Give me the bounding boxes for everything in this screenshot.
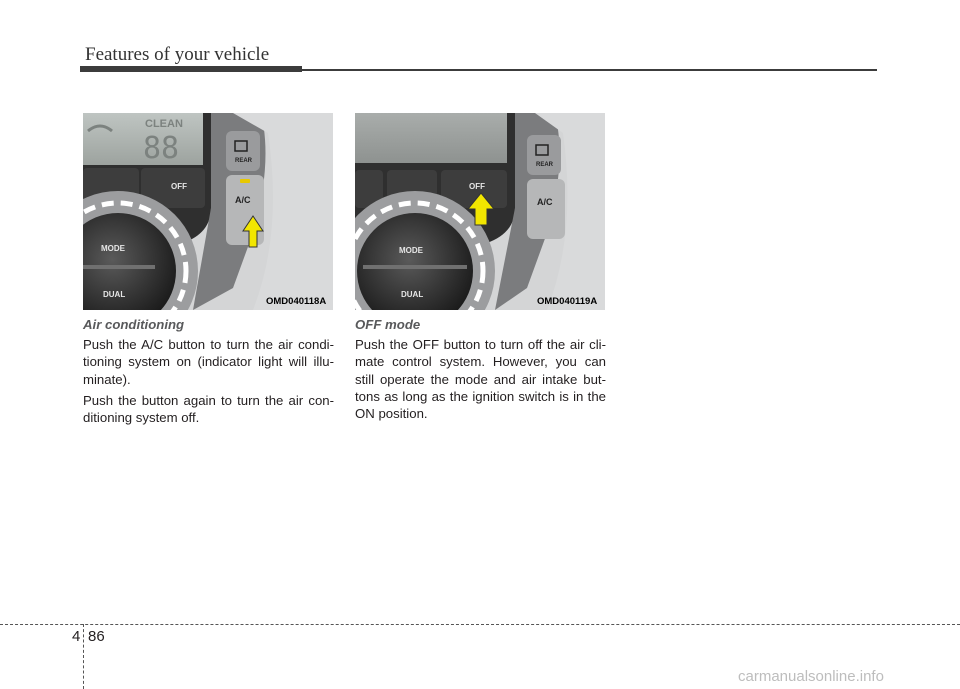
header-title: Features of your vehicle — [85, 44, 270, 65]
section-heading: Air conditioning — [83, 317, 185, 332]
off-button-label: OFF — [171, 182, 187, 191]
ac-button[interactable] — [527, 179, 565, 239]
section-paragraph: Push the A/C button to turn the air condi-tioning system on (indicator light will illu-minate). — [83, 337, 334, 387]
section-heading: OFF mode — [355, 317, 421, 332]
mode-label: MODE — [101, 244, 125, 253]
ac-indicator-light — [240, 179, 250, 183]
chapter-number: 4 — [72, 628, 81, 645]
dual-label: DUAL — [103, 290, 126, 299]
footer-divider — [83, 624, 84, 689]
header-rule-thin — [302, 69, 877, 71]
header-rule — [80, 66, 302, 72]
dual-label: DUAL — [401, 290, 424, 299]
display-digits: 88 — [143, 131, 180, 166]
section-off-mode — [355, 316, 606, 426]
rear-label: REAR — [536, 162, 554, 168]
ac-button[interactable] — [226, 175, 264, 245]
figure-air-conditioning — [83, 113, 333, 310]
section-paragraph: Push the button again to turn the air con-ditioning system off. — [83, 392, 334, 426]
watermark: carmanualsonline.info — [738, 668, 884, 685]
footer-rule — [0, 624, 960, 625]
ac-button-label: A/C — [235, 195, 251, 205]
figure-off-mode — [355, 113, 605, 310]
section-paragraph: Push the OFF button to turn off the air cli-mate control system. However, you can still operate the mode and air intake but-tons as long as the ignition switch is in the ON position. — [355, 337, 606, 422]
off-button-label: OFF — [469, 182, 485, 191]
figure-code: OMD040118A — [266, 296, 327, 307]
display-clean-text: CLEAN — [145, 118, 183, 130]
ac-button-label: A/C — [537, 197, 553, 207]
figure-code: OMD040119A — [537, 296, 598, 307]
rear-label: REAR — [235, 158, 253, 164]
section-air-conditioning — [83, 316, 334, 430]
page-number: 86 — [88, 628, 105, 645]
mode-label: MODE — [399, 246, 423, 255]
